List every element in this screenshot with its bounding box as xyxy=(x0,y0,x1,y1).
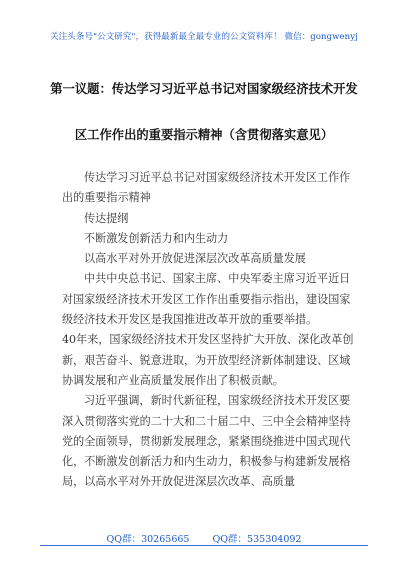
footer xyxy=(0,531,408,545)
document-title-line-1: 第一议题：传达学习习近平总书记对国家级经济技术开发 xyxy=(50,81,358,96)
paragraph-subtitle: 传达学习习近平总书记对国家级经济技术开发区工作作出的重要指示精神 xyxy=(62,171,351,205)
footer-qq-group-1: QQ群：30265665 xyxy=(106,534,190,545)
document-body xyxy=(62,168,358,493)
paragraph-heading-1: 不断激发创新活力和内生动力 xyxy=(84,231,229,245)
paragraph-body-3: 习近平强调，新时代新征程，国家级经济技术开发区要深入贯彻落实党的二十大和二十届二中、三中全会精神坚持党的全面领导，贯彻新发展理念，紧紧围绕推进中国式现代化，不断激发创新活力和内生动力，积极参与构建新发展格局，以高水平对外开放促进深层次改革、高质量 xyxy=(62,394,351,489)
header-note: 关注头条号"公文研究"，获得最新最全最专业的公文资料库！ 微信：gongwenyj xyxy=(50,32,358,42)
document-title-line-2: 区工作作出的重要指示精神（含贯彻落实意见） xyxy=(74,127,334,142)
paragraph-heading-2: 以高水平对外开放促进深层次改革高质量发展 xyxy=(84,252,306,266)
footer-divider xyxy=(40,545,368,546)
footer-qq-group-2: QQ群：535304092 xyxy=(212,534,302,545)
paragraph-body-1: 中共中央总书记、国家主席、中央军委主席习近平近日对国家级经济技术开发区工作作出重要指示指出，建设国家级经济技术开发区是我国推进改革开放的重要举措。 xyxy=(62,272,351,327)
paragraph-outline-label: 传达提纲 xyxy=(84,211,129,225)
paragraph-body-2: 40年来，国家级经济技术开发区坚持扩大开放、深化改革创新，艰苦奋斗、锐意进取，为开放型经济新体制建设、区域协调发展和产业高质量发展作出了积极贡献。 xyxy=(62,333,354,387)
